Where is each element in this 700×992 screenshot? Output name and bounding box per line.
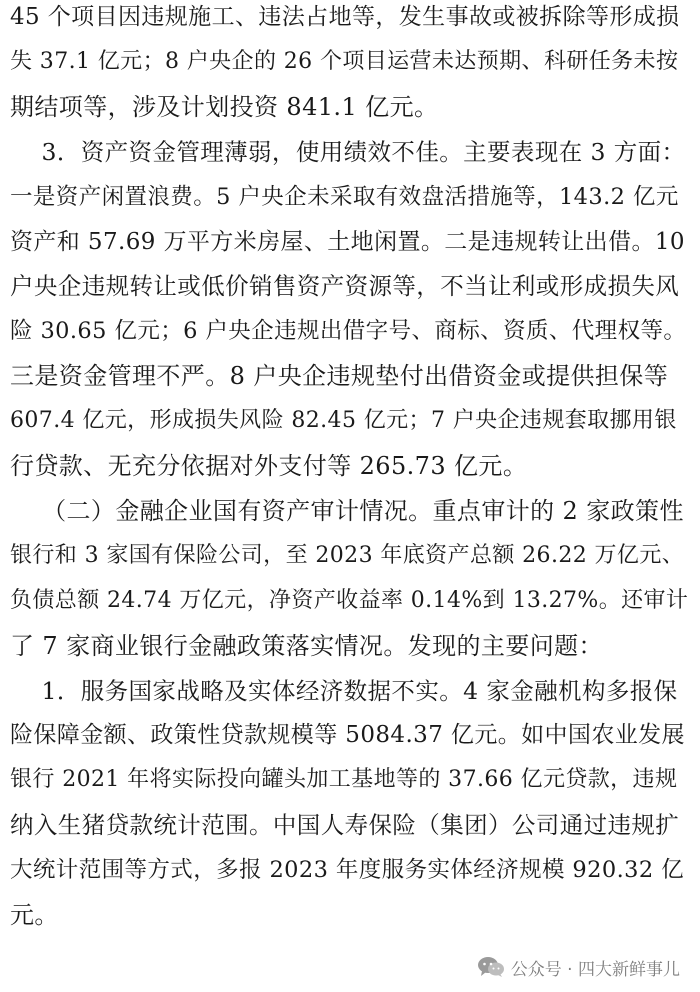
text-line: 户央企违规转让或低价销售资产资源等，不当让利或形成损失风 <box>10 272 680 301</box>
text-line: 失 37.1 亿元；8 户央企的 26 个项目运营未达预期、科研任务未按 <box>10 48 679 74</box>
text-line: 负债总额 24.74 万亿元，净资产收益率 0.14%到 13.27%。还审计 <box>10 587 689 613</box>
text-line: 了 7 家商业银行金融政策落实情况。发现的主要问题： <box>10 631 603 660</box>
text-line: 大统计范围等方式，多报 2023 年度服务实体经济规模 920.32 亿 <box>10 857 684 884</box>
watermark <box>477 952 680 982</box>
text-line: 一是资产闲置浪费。5 户央企未采取有效盘活措施等，143.2 亿元 <box>10 183 679 210</box>
text-line: 607.4 亿元，形成损失风险 82.45 亿元；7 户央企违规套取挪用银 <box>10 408 677 434</box>
text-line: 行贷款、无充分依据对外支付等 265.73 亿元。 <box>10 452 528 480</box>
text-line: （二）金融企业国有资产审计情况。重点审计的 2 家政策性 <box>10 496 684 525</box>
text-line: 1．服务国家战略及实体经济数据不实。4 家金融机构多报保 <box>10 676 678 705</box>
wechat-icon <box>477 956 505 978</box>
text-line: 期结项等，涉及计划投资 841.1 亿元。 <box>10 92 439 121</box>
text-line: 银行和 3 家国有保险公司，至 2023 年底资产总额 26.22 万亿元、 <box>10 542 685 568</box>
text-line: 险保障金额、政策性贷款规模等 5084.37 亿元。如中国农业发展 <box>10 722 685 749</box>
watermark-text: 公众号 · 四大新鲜事儿 <box>510 959 680 980</box>
text-line: 45 个项目因违规施工、违法占地等，发生事故或被拆除等形成损 <box>10 4 680 30</box>
text-line: 纳入生猪贷款统计范围。中国人寿保险（集团）公司通过违规扩 <box>10 811 680 840</box>
text-line: 资产和 57.69 万平方米房屋、土地闲置。二是违规转让出借。10 <box>10 228 685 255</box>
text-line: 银行 2021 年将实际投向罐头加工基地等的 37.66 亿元贷款，违规 <box>10 767 678 793</box>
text-line: 险 30.65 亿元；6 户央企违规出借字号、商标、资质、代理权等。 <box>10 318 687 345</box>
text-line: 元。 <box>10 901 59 929</box>
text-line: 三是资金管理不严。8 户央企违规垫付出借资金或提供担保等 <box>10 362 669 391</box>
text-line: 3．资产资金管理薄弱，使用绩效不佳。主要表现在 3 方面： <box>10 137 686 166</box>
